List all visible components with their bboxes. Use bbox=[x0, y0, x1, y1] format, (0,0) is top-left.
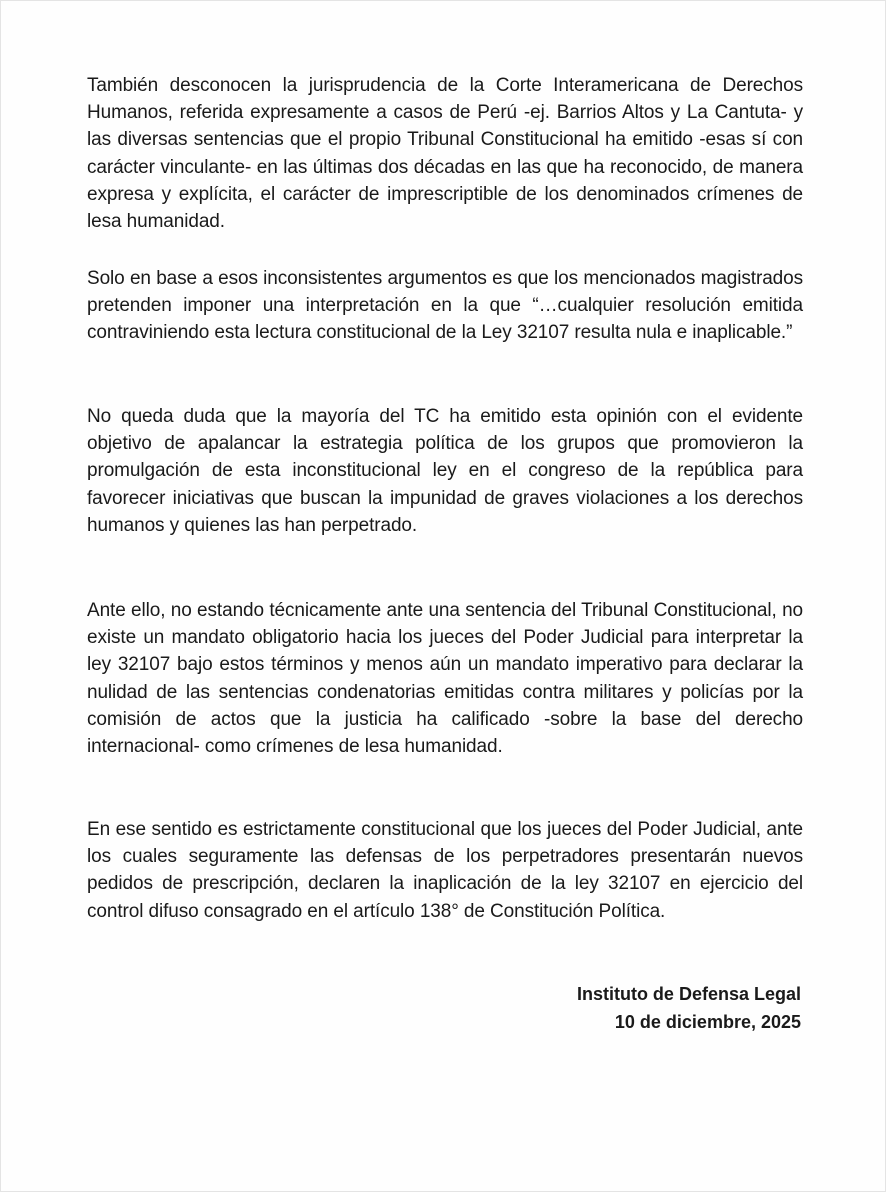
paragraph-conclusion: En ese sentido es estrictamente constitucional que los jueces del Poder Judicial, ante los cuales seguramente las defensas de los perpetradores presentarán nuevos pedidos de prescripción, declaren la inaplicación de la ley 32107 en ejercicio del control difuso consagrado en el artículo 138° de Constitución Política. bbox=[87, 819, 803, 922]
paragraph-arguments: Solo en base a esos inconsistentes argumentos es que los mencionados magistrados pretenden imponer una interpretación en la que “…cualquier resolución emitida contraviniendo esta lectura constitucional de la Ley 32107 resulta nula e inaplicable.” bbox=[87, 268, 803, 344]
paragraph-jurisprudence: También desconocen la jurisprudencia de la Corte Interamericana de Derechos Humanos, referida expresamente a casos de Perú -ej. Barrios Altos y La Cantuta- y las diversas sentencias que el propio Tribunal Constitucional ha emitido -esas sí con carácter vinculante- en las últimas dos décadas en las que ha reconocido, de manera expresa y explícita, el carácter de imprescriptible de los denominados crímenes de lesa humanidad. bbox=[87, 75, 803, 233]
signature-organization: Instituto de Defensa Legal bbox=[576, 984, 801, 1004]
signature-block bbox=[577, 980, 801, 1036]
paragraph-no-mandate: Ante ello, no estando técnicamente ante una sentencia del Tribunal Constitucional, no existe un mandato obligatorio hacia los jueces del Poder Judicial para interpretar la ley 32107 bajo estos términos y menos aún un mandato imperativo para declarar la nulidad de las sentencias condenatorias emitidas contra militares y policías por la comisión de actos que la justicia ha calificado -sobre la base del derecho internacional- como crímenes de lesa humanidad. bbox=[87, 600, 803, 758]
paragraph-tc-opinion: No queda duda que la mayoría del TC ha emitido esta opinión con el evidente objetivo de apalancar la estrategia política de los grupos que promovieron la promulgación de esta inconstitucional ley en el congreso de la república para favorecer iniciativas que buscan la impunidad de graves violaciones a los derechos humanos y quienes las han perpetrado. bbox=[87, 406, 803, 536]
signature-date: 10 de diciembre, 2025 bbox=[614, 1012, 801, 1032]
